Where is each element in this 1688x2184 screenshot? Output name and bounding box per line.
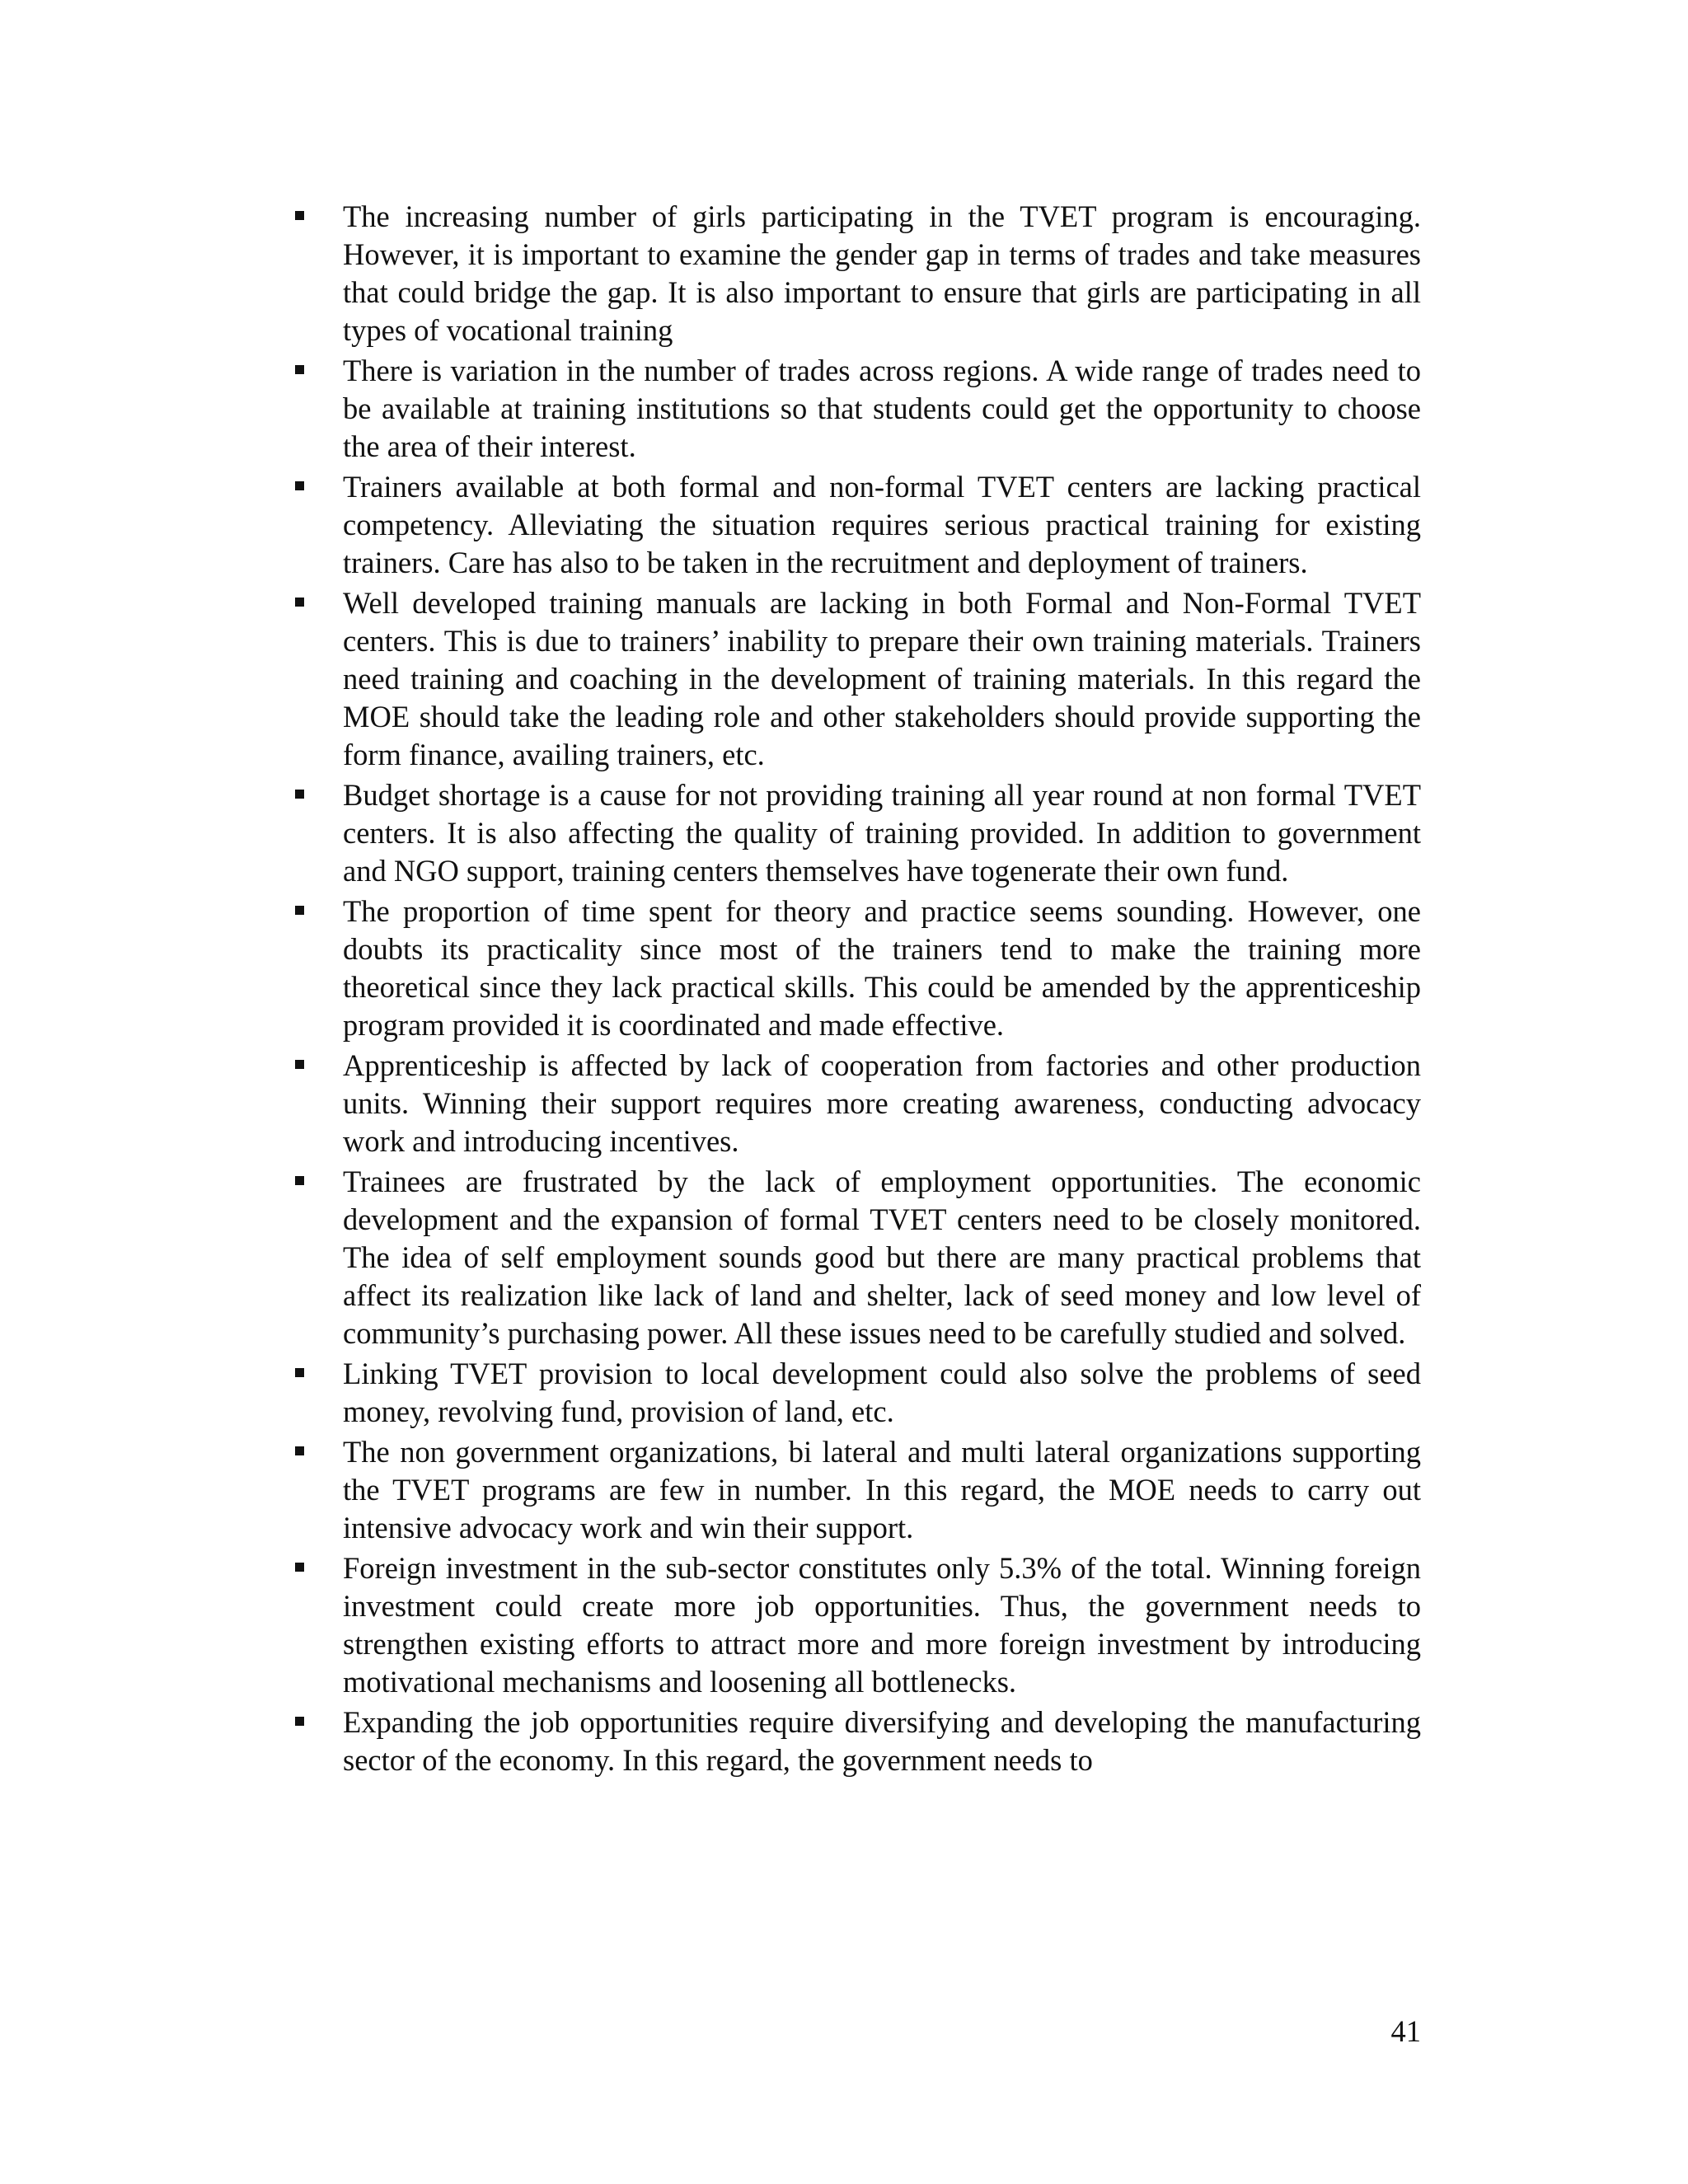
square-bullet-icon bbox=[295, 906, 304, 915]
square-bullet-icon bbox=[295, 1446, 304, 1455]
list-item-text: Linking TVET provision to local development could also solve the problems of seed money, revolving fund, provision of land, etc. bbox=[343, 1357, 1421, 1428]
list-item bbox=[290, 1163, 1421, 1352]
list-item bbox=[290, 1433, 1421, 1547]
list-item-text: Well developed training manuals are lacking in both Formal and Non-Formal TVET centers. This is due to trainers’ inability to prepare their own training materials. Trainers need training and coaching in the development of training materials. In this regard the MOE should take the leading role and other stakeholders should provide supporting the form finance, availing trainers, etc. bbox=[343, 586, 1421, 771]
list-item bbox=[290, 893, 1421, 1044]
list-item bbox=[290, 1047, 1421, 1160]
square-bullet-icon bbox=[295, 790, 304, 799]
square-bullet-icon bbox=[295, 481, 304, 490]
square-bullet-icon bbox=[295, 1060, 304, 1069]
list-item-text: Budget shortage is a cause for not providing training all year round at non formal TVET centers. It is also affecting the quality of training provided. In addition to government and NGO support, training centers themselves have togenerate their own fund. bbox=[343, 778, 1421, 888]
list-item-text: Trainers available at both formal and non-formal TVET centers are lacking practical competency. Alleviating the situation requires serious practical training for existing trainers. Care has also to be taken in the recruitment and deployment of trainers. bbox=[343, 470, 1421, 579]
list-item bbox=[290, 198, 1421, 349]
square-bullet-icon bbox=[295, 1368, 304, 1377]
recommendations-list bbox=[290, 198, 1421, 1782]
list-item bbox=[290, 776, 1421, 890]
list-item-text: The proportion of time spent for theory and practice seems sounding. However, one doubts its practicality since most of the trainers tend to make the training more theoretical since they lack practical skills. This could be amended by the apprenticeship program provided it is coordinated and made effective. bbox=[343, 894, 1421, 1042]
list-item-text: Foreign investment in the sub-sector constitutes only 5.3% of the total. Winning foreign investment could create more job opportunities. Thus, the government needs to strengthen existing efforts to attract more and more foreign investment by introducing motivational mechanisms and loosening all bottlenecks. bbox=[343, 1551, 1421, 1699]
square-bullet-icon bbox=[295, 211, 304, 220]
list-item-text: Apprenticeship is affected by lack of cooperation from factories and other production units. Winning their support requires more creating awareness, conducting advocacy work and introducing incentives. bbox=[343, 1048, 1421, 1158]
list-item-text: Expanding the job opportunities require diversifying and developing the manufacturing sector of the economy. In this regard, the government needs to bbox=[343, 1705, 1421, 1777]
list-item bbox=[290, 468, 1421, 582]
square-bullet-icon bbox=[295, 598, 304, 607]
square-bullet-icon bbox=[295, 1717, 304, 1726]
list-item bbox=[290, 1549, 1421, 1701]
square-bullet-icon bbox=[295, 1176, 304, 1185]
list-item bbox=[290, 352, 1421, 466]
list-item bbox=[290, 584, 1421, 774]
list-item bbox=[290, 1704, 1421, 1779]
square-bullet-icon bbox=[295, 365, 304, 374]
list-item-text: Trainees are frustrated by the lack of employment opportunities. The economic development and the expansion of formal TVET centers need to be closely monitored. The idea of self employment sounds good but there are many practical problems that affect its realization like lack of land and shelter, lack of seed money and low level of community’s purchasing power. All these issues need to be carefully studied and solved. bbox=[343, 1165, 1421, 1350]
square-bullet-icon bbox=[295, 1563, 304, 1572]
list-item-text: There is variation in the number of trades across regions. A wide range of trades need to be available at training institutions so that students could get the opportunity to choose the area of their interest. bbox=[343, 354, 1421, 463]
page-number: 41 bbox=[1390, 2014, 1421, 2048]
list-item-text: The increasing number of girls participating in the TVET program is encouraging. However, it is important to examine the gender gap in terms of trades and take measures that could bridge the gap. It is also important to ensure that girls are participating in all types of vocational training bbox=[343, 199, 1421, 347]
list-item bbox=[290, 1355, 1421, 1431]
list-item-text: The non government organizations, bi lateral and multi lateral organizations supporting the TVET programs are few in number. In this regard, the MOE needs to carry out intensive advocacy work and win their support. bbox=[343, 1435, 1421, 1544]
